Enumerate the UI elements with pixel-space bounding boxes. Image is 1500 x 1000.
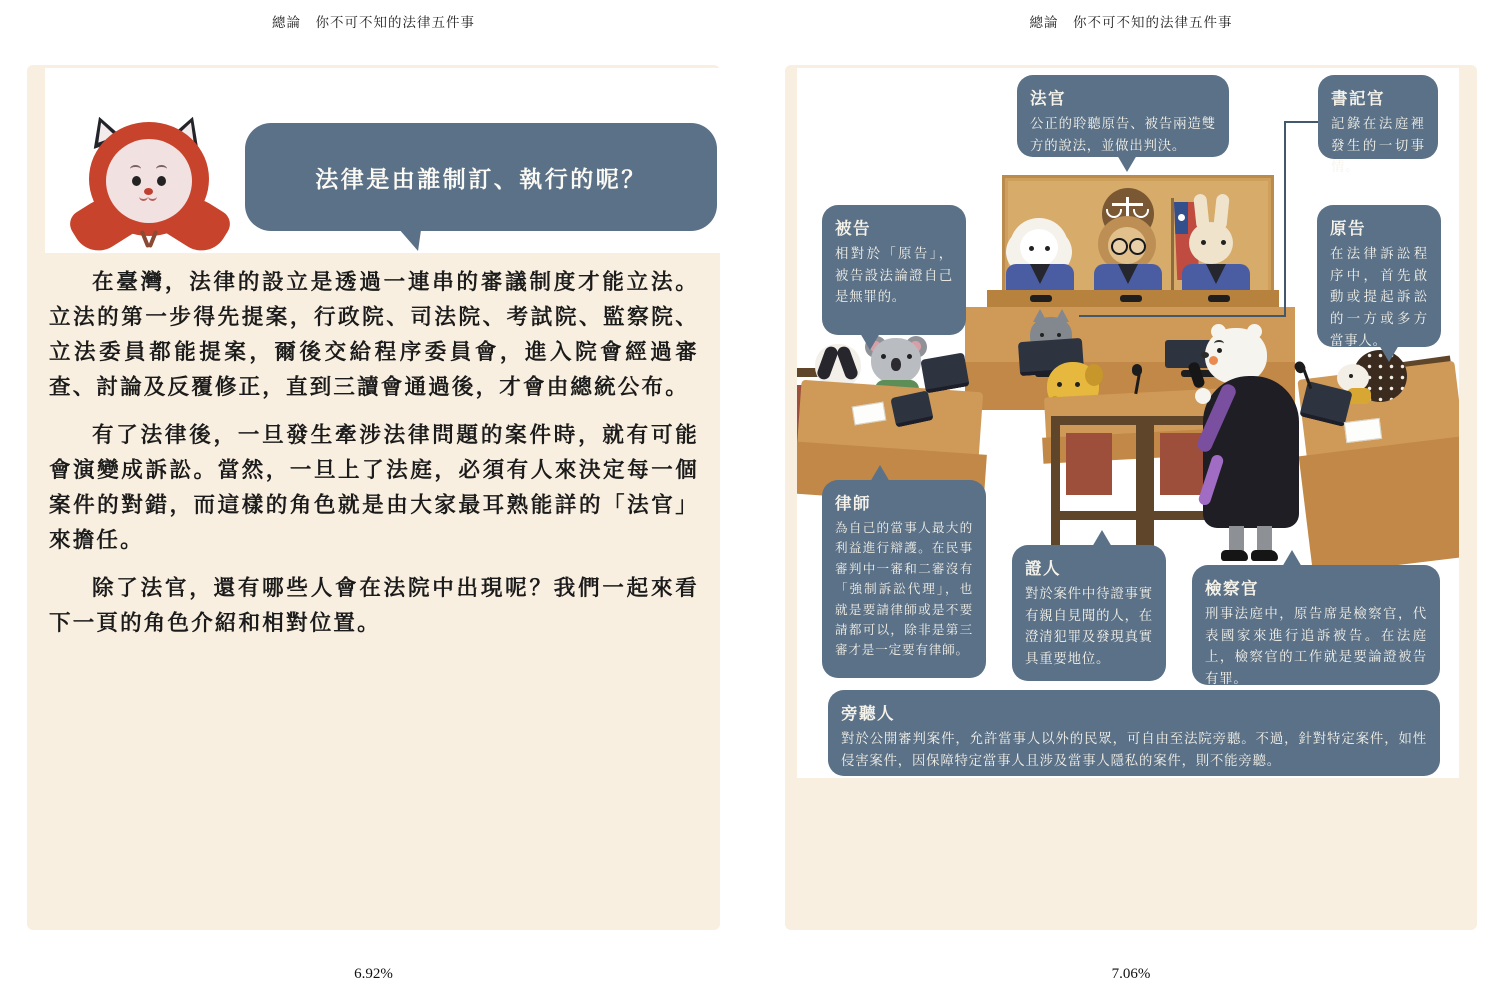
callout-title: 法官 — [1030, 90, 1066, 108]
callout-text: 相對於「原告」，被告設法論證自己是無罪的。 — [835, 246, 953, 305]
page-left — [27, 65, 720, 930]
callout-plaintiff — [1317, 205, 1441, 347]
callout-clerk — [1318, 75, 1438, 175]
callout-text: 記錄在法庭裡發生的一切事情。 — [1331, 116, 1425, 175]
fox-mouth — [148, 192, 157, 201]
callout-text: 對於公開審判案件，允許當事人以外的民眾，可自由至法院旁聽。不過，針對特定案件，如性侵害案件，因保障特定當事人且涉及當事人隱私的案件，則不能旁聽。 — [841, 731, 1427, 768]
fox-brow — [156, 165, 167, 173]
callout-title: 律師 — [835, 495, 871, 513]
page-right — [785, 65, 1477, 930]
running-header-left: 總論 你不可不知的法律五件事 — [272, 15, 475, 30]
callout-defendant — [822, 205, 966, 335]
paragraph: 在臺灣，法律的設立是透過一連串的審議制度才能立法。立法的第一步得先提案，行政院、司法院、考試院、監察院、立法委員都能提案，爾後交給程序委員會，進入院會經過審查、討論及反覆修正，直到三讀會通過後，才會由總統公布。 — [49, 270, 699, 399]
callout-tail — [1282, 550, 1302, 567]
callout-title: 證人 — [1025, 560, 1061, 578]
callout-title: 原告 — [1330, 220, 1366, 238]
paragraph: 有了法律後，一旦發生牽涉法律問題的案件時，就有可能會演變成訴訟。當然，一旦上了法庭，必須有人來決定每一個案件的對錯，而這樣的角色就是由大家最耳熟能詳的「法官」來擔任。 — [49, 423, 699, 552]
callout-witness — [1012, 545, 1166, 681]
callout-tail — [870, 465, 890, 482]
callout-text: 對於案件中待證事實有親自見聞的人，在澄清犯罪及發現真實具重要地位。 — [1025, 586, 1153, 667]
mascot-banner — [45, 68, 720, 253]
callout-title: 檢察官 — [1205, 580, 1259, 598]
callout-judge — [1017, 75, 1229, 157]
callout-title: 旁聽人 — [841, 705, 895, 723]
callout-tail — [1117, 155, 1137, 172]
fox-face — [106, 139, 192, 223]
fox-mouth — [139, 192, 148, 201]
speech-bubble-tail — [388, 221, 421, 251]
body-text — [49, 265, 699, 654]
progress-percent-right: 7.06% — [1111, 966, 1151, 982]
callout-text: 公正的聆聽原告、被告兩造雙方的說法，並做出判決。 — [1030, 116, 1216, 153]
fox-eye — [157, 176, 166, 186]
callout-text: 刑事法庭中，原告席是檢察官，代表國家來進行追訴被告。在法庭上，檢察官的工作就是要論證被告有罪。 — [1205, 606, 1427, 687]
callout-title: 書記官 — [1331, 90, 1385, 108]
fox-brow — [130, 165, 141, 173]
paragraph: 除了法官，還有哪些人會在法院中出現呢？我們一起來看下一頁的角色介紹和相對位置。 — [49, 576, 699, 635]
callout-lawyer — [822, 480, 986, 678]
callout-tail — [860, 333, 880, 350]
courtroom-illustration — [797, 68, 1459, 778]
callout-title: 被告 — [835, 220, 871, 238]
fox-mascot-illustration — [75, 118, 225, 256]
callout-tail — [1379, 345, 1399, 362]
callout-observer — [828, 690, 1440, 776]
progress-percent-left: 6.92% — [354, 966, 393, 982]
running-header-right: 總論 你不可不知的法律五件事 — [1029, 15, 1233, 30]
fox-eye — [132, 176, 141, 186]
callout-prosecutor — [1192, 565, 1440, 685]
callout-tail — [1092, 530, 1112, 547]
callout-text: 在法律訴訟程序中，首先啟動或提起訴訟的一方或多方當事人。 — [1330, 246, 1428, 348]
question-speech-bubble — [245, 123, 717, 231]
callout-text: 為自己的當事人最大的利益進行辯護。在民事審判中一審和二審沒有「強制訴訟代理」，也就是要請律師或是不要請都可以，除非是第三審才是一定要有律師。 — [835, 521, 973, 658]
question-text: 法律是由誰制訂、執行的呢？ — [315, 165, 647, 192]
